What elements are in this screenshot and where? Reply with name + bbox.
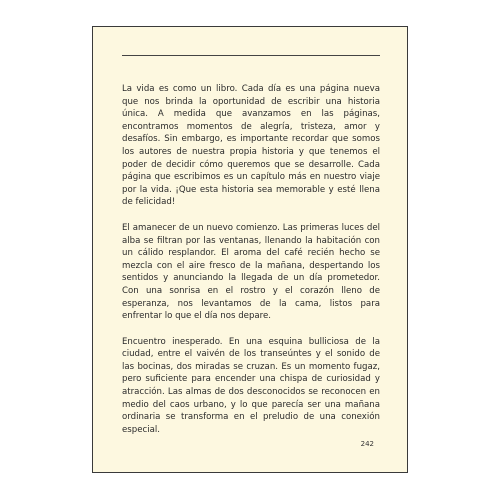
page-body: [122, 83, 380, 449]
book-page: [92, 26, 408, 473]
paragraph-2: El amanecer de un nuevo comienzo. Las primeras luces del alba se filtran por las ventanas, llenando la habitación con un cálido resplandor. El aroma del café recién hecho se mezcla con el aire fresco de la mañana, despertando los sentidos y anunciando la llegada de un día prometedor. Con una sonrisa en el rostro y el corazón lleno de esperanza, nos levantamos de la cama, listos para enfrentar lo que el día nos depare.: [122, 222, 380, 322]
paragraph-1: La vida es como un libro. Cada día es una página nueva que nos brinda la oportunidad de escribir una historia única. A medida que avanzamos en las páginas, encontramos momentos de alegría, tristeza, amor y desafíos. Sin embargo, es importante recordar que somos los autores de nuestra propia historia y que tenemos el poder de decidir cómo queremos que se desarrolle. Cada página que escribimos es un capítulo más en nuestro viaje por la vida. ¡Que esta historia sea memorable y esté llena de felicidad!: [122, 84, 380, 208]
header-rule: [122, 55, 380, 56]
page-number: 242: [360, 440, 374, 448]
paragraph-3: Encuentro inesperado. En una esquina bulliciosa de la ciudad, entre el vaivén de los transeúntes y el sonido de las bocinas, dos miradas se cruzan. Es un momento fugaz, pero suficiente para encender una chispa de curiosidad y atracción. Las almas de dos desconocidos se reconocen en medio del caos urbano, y lo que parecía ser una mañana ordinaria se transforma en el preludio de una conexión especial.: [122, 336, 380, 435]
